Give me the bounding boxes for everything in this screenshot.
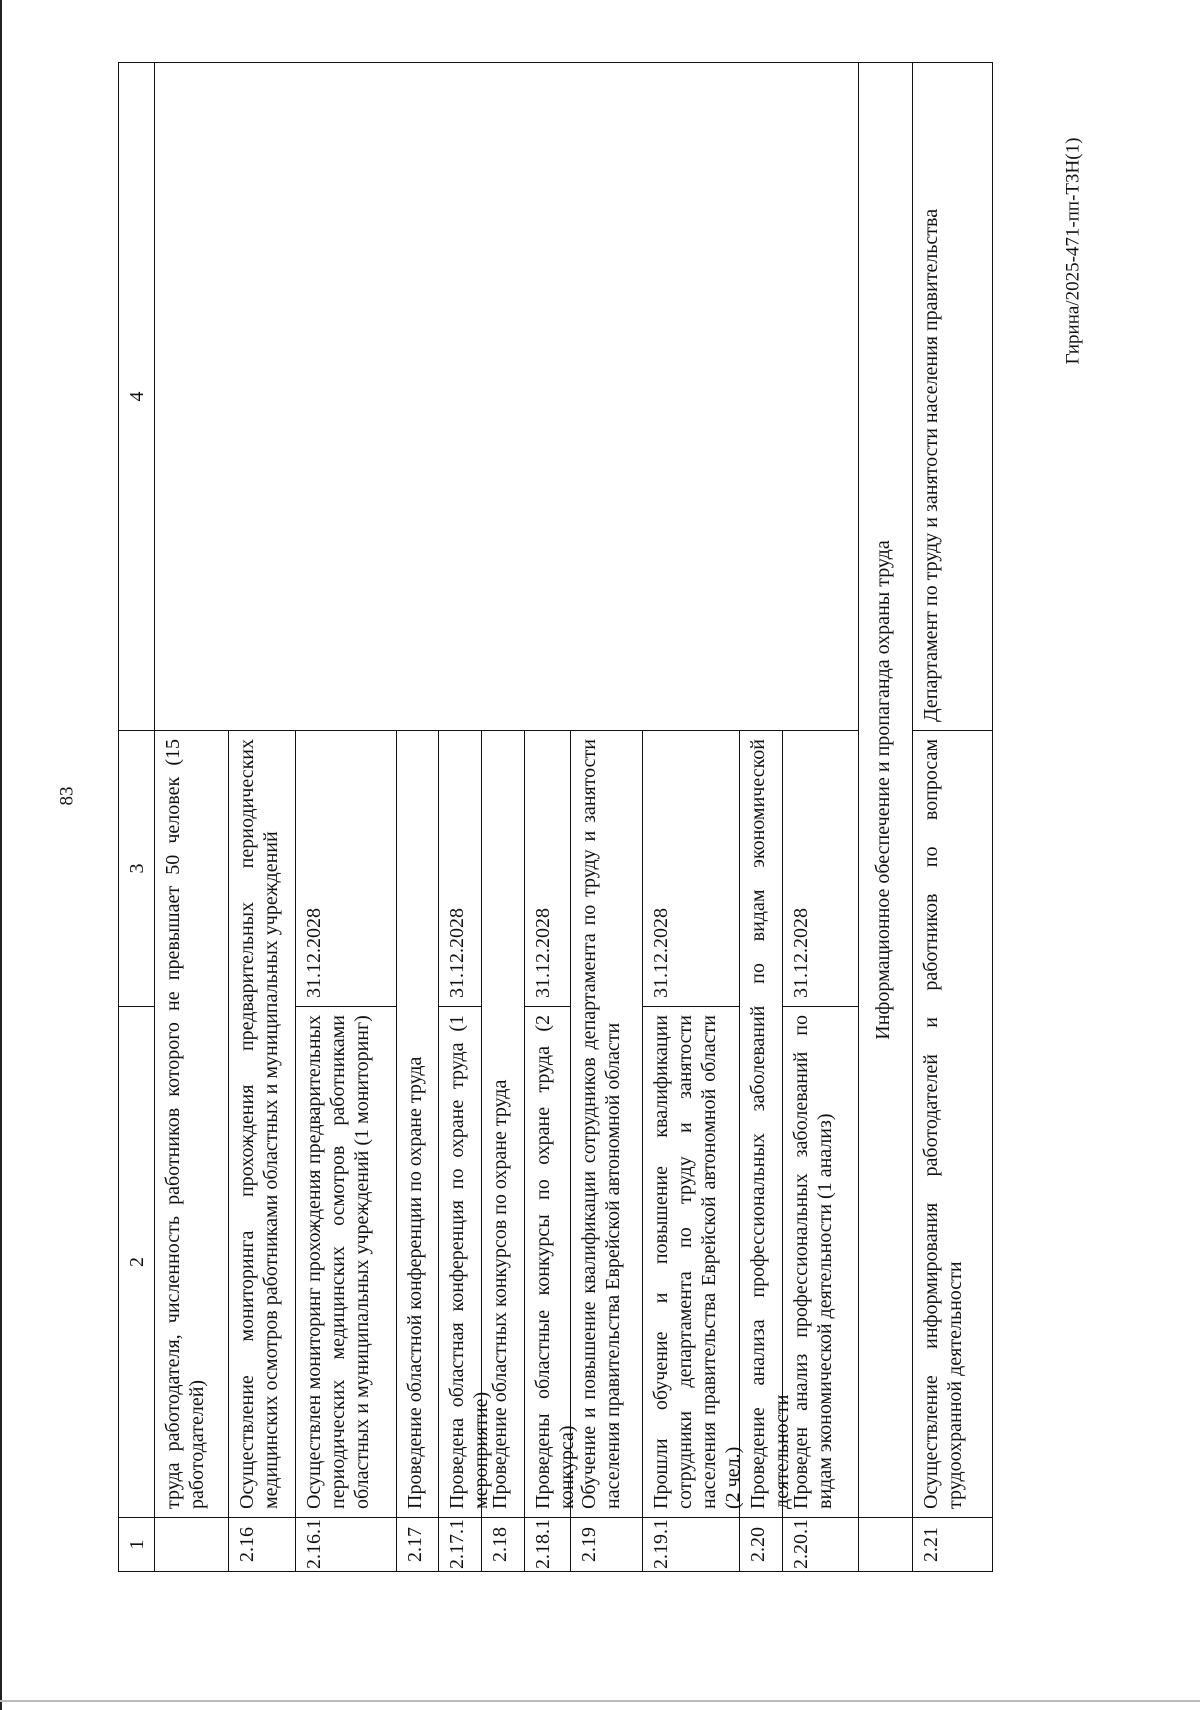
table-row: [913, 62, 993, 1572]
row-text: Обучение и повышение квалификации сотрудников департамента по труду и занятости населения правительства Еврейской автономной области: [571, 730, 643, 1517]
section-heading-row: [859, 62, 913, 1572]
row-number: [155, 1517, 229, 1572]
row-number: 2.18: [482, 1517, 525, 1572]
table-row: [643, 62, 744, 1572]
table-row: [155, 62, 229, 1572]
row-number: 2.21: [913, 1517, 993, 1572]
row-number: 2.16.1: [296, 1517, 397, 1572]
row-text: Проведена областная конференция по охране труда (1 мероприятие): [439, 1006, 482, 1517]
row-text: Осуществление мониторинга прохождения предварительных периодических медицинских осмотров работниками областных и муниципальных учреждений: [229, 730, 296, 1517]
scan-edge-bottom: [0, 1700, 1200, 1702]
scan-edge-left: [0, 0, 2, 1710]
row-text: Прошли обучение и повышение квалификации сотрудники департамента по труду и занятости населения правительства Еврейской автономной области (2 чел.): [643, 1006, 740, 1517]
row-executor: [439, 62, 482, 730]
row-date: 31.12.2028: [296, 730, 397, 1006]
row-text: Проведение областной конференции по охране труда: [397, 730, 439, 1517]
row-text: Проведение областных конкурсов по охране труда: [482, 730, 525, 1517]
table-row: [296, 62, 397, 1572]
section-heading: Информационное обеспечение и пропаганда охраны труда: [859, 62, 913, 1517]
table-row: [783, 62, 859, 1572]
header-col-1: 1: [119, 1517, 155, 1572]
row-number: 2.20: [740, 1517, 783, 1572]
row-executor: Департамент по труду и занятости населения правительства: [913, 62, 993, 730]
row-number: [859, 1517, 913, 1572]
header-col-4: 4: [119, 62, 155, 730]
document-reference: Гирина/2025-471-пп-ТЗН(1): [1062, 137, 1084, 365]
activity-table: [118, 62, 1073, 1572]
row-executor: [155, 62, 229, 730]
table-row: [229, 62, 296, 1572]
table-row: [740, 62, 793, 1572]
row-text: Осуществление информирования работодателей и работников по вопросам трудоохранной деятельности: [913, 730, 993, 1517]
row-date: 31.12.2028: [439, 730, 482, 1006]
row-executor: [482, 62, 525, 730]
table-row: [397, 62, 439, 1572]
row-executor: [296, 62, 397, 730]
header-col-2: 2: [119, 1006, 155, 1517]
row-executor: [783, 62, 859, 730]
row-executor: [571, 62, 643, 730]
row-text: Проведены областные конкурсы по охране труда (2 конкурса): [525, 1006, 571, 1517]
row-number: 2.19.1: [643, 1517, 740, 1572]
row-number: 2.16: [229, 1517, 296, 1572]
row-executor: [229, 62, 296, 730]
table-row: [571, 62, 643, 1572]
row-text: Проведен анализ профессиональных заболеваний по видам экономической деятельности (1 анализ): [783, 1006, 859, 1517]
row-text: Проведение анализа профессиональных заболеваний по видам экономической деятельности: [740, 730, 783, 1517]
row-executor: [397, 62, 439, 730]
row-number: 2.17.1: [439, 1517, 482, 1572]
row-executor: [643, 62, 740, 730]
table-header-row: [118, 62, 155, 1572]
row-date: 31.12.2028: [783, 730, 859, 1006]
row-executor: [740, 62, 783, 730]
header-col-3: 3: [119, 730, 155, 1006]
table-row: [482, 62, 525, 1572]
table-row: [439, 62, 492, 1572]
row-number: 2.20.1: [783, 1517, 859, 1572]
row-text: Осуществлен мониторинг прохождения предварительных периодических медицинских осмотров работниками областных и муниципальных учреждений (1 мониторинг): [296, 1006, 397, 1517]
row-date: 31.12.2028: [525, 730, 571, 1006]
row-number: 2.17: [397, 1517, 439, 1572]
row-number: 2.19: [571, 1517, 643, 1572]
page-number: 83: [56, 786, 78, 806]
table-viewport: [118, 62, 1073, 1572]
row-number: 2.18.1: [525, 1517, 571, 1572]
row-text: труда работодателя, численность работников которого не превышает 50 человек (15 работодателей): [155, 730, 229, 1517]
row-date: 31.12.2028: [643, 730, 740, 1006]
table-row: [525, 62, 578, 1572]
row-executor: [525, 62, 571, 730]
